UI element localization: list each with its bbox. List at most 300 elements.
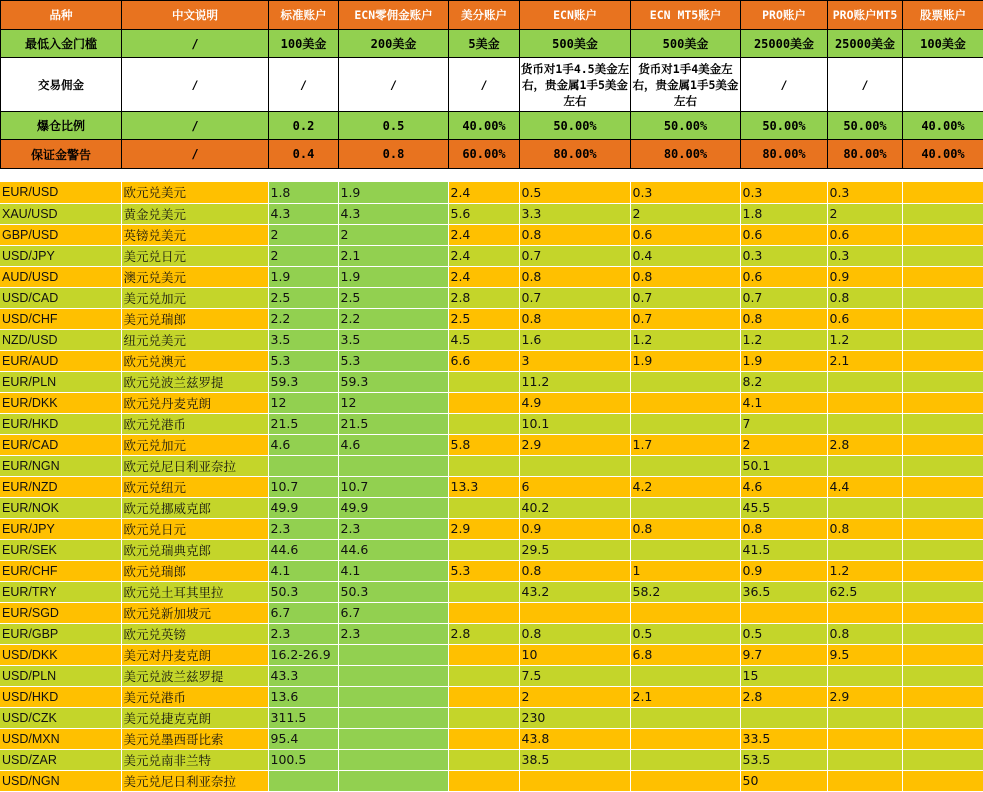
spread-cell: 0.5 (630, 623, 740, 644)
spread-cell (448, 686, 519, 707)
spread-cell (827, 728, 902, 749)
description-cell: 美元兑捷克克朗 (121, 707, 268, 728)
header-cell: PRO账户MT5 (828, 1, 903, 30)
table-row (0, 245, 983, 266)
margin-call-cell: 40.00% (903, 140, 983, 169)
spread-cell: 1.7 (630, 434, 740, 455)
header-row (1, 1, 983, 30)
spread-cell: 8.2 (740, 371, 827, 392)
header-cell: 美分账户 (449, 1, 520, 30)
min-deposit-cell: 25000美金 (828, 30, 903, 58)
spread-cell (448, 497, 519, 518)
table-row (0, 686, 983, 707)
spread-cell: 0.5 (519, 182, 630, 203)
spread-cell: 44.6 (268, 539, 338, 560)
stop-out-row (1, 112, 983, 140)
spread-cell: 1.2 (740, 329, 827, 350)
table-row (0, 665, 983, 686)
stop-out-cell: 50.00% (741, 112, 828, 140)
spread-cell: 0.3 (827, 182, 902, 203)
spread-cell: 4.9 (519, 392, 630, 413)
spread-cell: 2.8 (448, 623, 519, 644)
spread-cell: 50.3 (338, 581, 448, 602)
description-cell: 美元兑日元 (121, 245, 268, 266)
spread-cell (519, 455, 630, 476)
spread-cell (902, 308, 983, 329)
spread-cell (902, 581, 983, 602)
spread-cell (448, 749, 519, 770)
spread-cell: 1.9 (338, 266, 448, 287)
spread-cell: 0.8 (740, 518, 827, 539)
spread-cell: 2 (740, 434, 827, 455)
description-cell: 欧元兑日元 (121, 518, 268, 539)
spread-cell: 4.4 (827, 476, 902, 497)
commission-cell: / (339, 58, 449, 112)
table-row (0, 287, 983, 308)
table-row (0, 350, 983, 371)
spread-cell: 3 (519, 350, 630, 371)
spread-cell: 44.6 (338, 539, 448, 560)
description-cell: 欧元兑英镑 (121, 623, 268, 644)
symbol-cell: USD/CHF (0, 308, 121, 329)
spread-cell: 0.3 (740, 182, 827, 203)
spread-cell (630, 455, 740, 476)
spread-cell (827, 749, 902, 770)
spread-cell (902, 770, 983, 791)
header-cell: 标准账户 (269, 1, 339, 30)
spread-cell: 0.8 (740, 308, 827, 329)
margin-call-cell: 80.00% (741, 140, 828, 169)
spread-cell: 1.9 (338, 182, 448, 203)
spread-cell: 1.9 (268, 266, 338, 287)
spread-cell (827, 602, 902, 623)
spread-cell (630, 728, 740, 749)
description-cell: 美元对丹麦克朗 (121, 644, 268, 665)
description-cell: 欧元兑新加坡元 (121, 602, 268, 623)
header-cell: PRO账户 (741, 1, 828, 30)
spread-cell: 0.7 (519, 245, 630, 266)
table-row (0, 413, 983, 434)
spread-cell: 0.7 (740, 287, 827, 308)
spread-cell (338, 749, 448, 770)
spread-cell: 0.8 (827, 287, 902, 308)
spread-cell: 2.9 (827, 686, 902, 707)
spread-cell: 59.3 (338, 371, 448, 392)
spread-cell: 0.3 (827, 245, 902, 266)
symbol-cell: AUD/USD (0, 266, 121, 287)
symbol-cell: XAU/USD (0, 203, 121, 224)
spread-cell: 2.3 (268, 518, 338, 539)
spread-cell (902, 665, 983, 686)
spread-cell: 7.5 (519, 665, 630, 686)
spread-cell (448, 539, 519, 560)
spread-cell: 43.8 (519, 728, 630, 749)
spread-cell: 0.8 (827, 518, 902, 539)
spread-cell: 2 (268, 224, 338, 245)
description-cell: 美元兑南非兰特 (121, 749, 268, 770)
spread-cell: 2.3 (338, 623, 448, 644)
commission-cell: 货币对1手4美金左右，贵金属1手5美金左右 (631, 58, 741, 112)
spread-cell (827, 497, 902, 518)
description-cell: 欧元兑美元 (121, 182, 268, 203)
table-row (0, 623, 983, 644)
spread-cell: 4.6 (740, 476, 827, 497)
spread-cell (268, 770, 338, 791)
min-deposit-cell: 500美金 (520, 30, 631, 58)
description-cell: 欧元兑港币 (121, 413, 268, 434)
stop-out-cell: 50.00% (631, 112, 741, 140)
spread-cell (630, 371, 740, 392)
spread-cell: 2 (827, 203, 902, 224)
spread-cell: 100.5 (268, 749, 338, 770)
description-cell: 美元兑瑞郎 (121, 308, 268, 329)
spread-cell: 10 (519, 644, 630, 665)
spread-cell: 21.5 (338, 413, 448, 434)
spread-cell (448, 728, 519, 749)
spread-cell: 1.9 (740, 350, 827, 371)
spread-cell: 59.3 (268, 371, 338, 392)
spread-cell (338, 665, 448, 686)
symbol-cell: USD/CZK (0, 707, 121, 728)
spread-cell (630, 749, 740, 770)
spread-cell: 5.3 (448, 560, 519, 581)
table-row (0, 476, 983, 497)
spread-cell: 13.6 (268, 686, 338, 707)
spread-cell: 10.1 (519, 413, 630, 434)
symbol-cell: USD/PLN (0, 665, 121, 686)
description-cell: 黄金兑美元 (121, 203, 268, 224)
spread-cell: 0.3 (630, 182, 740, 203)
spread-cell (902, 434, 983, 455)
spread-cell (902, 182, 983, 203)
spread-cell: 15 (740, 665, 827, 686)
table-row (0, 539, 983, 560)
header-cell: 品种 (1, 1, 122, 30)
description-cell: 美元兑墨西哥比索 (121, 728, 268, 749)
spread-cell (630, 413, 740, 434)
table-row (0, 371, 983, 392)
spread-cell: 0.8 (827, 623, 902, 644)
margin-call-cell: 80.00% (631, 140, 741, 169)
symbol-cell: EUR/CAD (0, 434, 121, 455)
commission-row (1, 58, 983, 112)
spread-cell (902, 203, 983, 224)
spread-cell: 2.4 (448, 245, 519, 266)
spread-cell: 53.5 (740, 749, 827, 770)
spread-cell (630, 392, 740, 413)
spread-cell: 5.8 (448, 434, 519, 455)
description-cell: 美元兑港币 (121, 686, 268, 707)
stop-out-cell: 40.00% (449, 112, 520, 140)
spread-cell: 4.6 (268, 434, 338, 455)
margin-call-cell: 0.8 (339, 140, 449, 169)
spread-cell: 4.3 (268, 203, 338, 224)
spread-cell: 9.5 (827, 644, 902, 665)
symbol-cell: NZD/USD (0, 329, 121, 350)
spread-cell: 0.6 (827, 308, 902, 329)
spread-cell: 4.1 (338, 560, 448, 581)
spread-cell (902, 224, 983, 245)
spread-cell (519, 602, 630, 623)
spread-cell (338, 644, 448, 665)
spread-cell (902, 539, 983, 560)
stop-out-cell: / (122, 112, 269, 140)
symbol-cell: EUR/PLN (0, 371, 121, 392)
spread-cell: 4.1 (268, 560, 338, 581)
spread-cell (902, 560, 983, 581)
description-cell: 欧元兑瑞典克郎 (121, 539, 268, 560)
symbol-cell: EUR/NGN (0, 455, 121, 476)
spread-cell: 10.7 (268, 476, 338, 497)
symbol-cell: EUR/TRY (0, 581, 121, 602)
spread-cell: 95.4 (268, 728, 338, 749)
spread-cell (902, 602, 983, 623)
commission-cell: / (122, 58, 269, 112)
header-cell: ECN MT5账户 (631, 1, 741, 30)
commission-cell: / (269, 58, 339, 112)
commission-cell: / (449, 58, 520, 112)
spread-cell (902, 707, 983, 728)
spread-cell: 0.6 (827, 224, 902, 245)
spread-cell: 2.3 (268, 623, 338, 644)
spread-cell: 12 (268, 392, 338, 413)
spread-cell: 2.3 (338, 518, 448, 539)
table-row (0, 644, 983, 665)
description-cell: 美元兑波兰兹罗提 (121, 665, 268, 686)
min-deposit-cell: 100美金 (903, 30, 983, 58)
description-cell: 欧元兑纽元 (121, 476, 268, 497)
description-cell: 欧元兑土耳其里拉 (121, 581, 268, 602)
stop-out-cell: 50.00% (828, 112, 903, 140)
spread-cell (902, 623, 983, 644)
spread-cell: 2.4 (448, 224, 519, 245)
header-cell: 中文说明 (122, 1, 269, 30)
margin-call-cell: 80.00% (828, 140, 903, 169)
margin-call-cell: / (122, 140, 269, 169)
spread-cell (448, 455, 519, 476)
spread-cell (902, 686, 983, 707)
min-deposit-cell: 500美金 (631, 30, 741, 58)
table-row (0, 707, 983, 728)
spread-cell: 10.7 (338, 476, 448, 497)
spread-cell: 33.5 (740, 728, 827, 749)
spread-cell (630, 602, 740, 623)
description-cell: 欧元兑波兰兹罗提 (121, 371, 268, 392)
spread-cell: 2 (630, 203, 740, 224)
row-label: 最低入金门槛 (1, 30, 122, 58)
spread-cell (268, 455, 338, 476)
spread-cell: 0.7 (519, 287, 630, 308)
table-row (0, 497, 983, 518)
spread-cell: 5.6 (448, 203, 519, 224)
commission-cell: / (828, 58, 903, 112)
description-cell: 美元兑尼日利亚奈拉 (121, 770, 268, 791)
margin-call-cell: 80.00% (520, 140, 631, 169)
table-row (0, 602, 983, 623)
symbol-cell: EUR/USD (0, 182, 121, 203)
spread-cell: 0.4 (630, 245, 740, 266)
spread-cell: 0.9 (827, 266, 902, 287)
stop-out-cell: 50.00% (520, 112, 631, 140)
spread-cell: 0.9 (740, 560, 827, 581)
spread-cell: 0.6 (740, 266, 827, 287)
description-cell: 澳元兑美元 (121, 266, 268, 287)
margin-call-cell: 0.4 (269, 140, 339, 169)
row-label: 保证金警告 (1, 140, 122, 169)
spread-cell: 0.8 (519, 266, 630, 287)
symbol-cell: EUR/NOK (0, 497, 121, 518)
spread-cell: 9.7 (740, 644, 827, 665)
spread-cell: 13.3 (448, 476, 519, 497)
margin-call-cell: 60.00% (449, 140, 520, 169)
symbol-cell: EUR/SEK (0, 539, 121, 560)
spread-cell: 41.5 (740, 539, 827, 560)
spread-cell: 0.8 (519, 224, 630, 245)
spread-cell: 58.2 (630, 581, 740, 602)
table-row (0, 455, 983, 476)
spread-cell: 2 (338, 224, 448, 245)
spread-cell: 2.2 (268, 308, 338, 329)
symbol-cell: EUR/CHF (0, 560, 121, 581)
spread-cell: 5.3 (268, 350, 338, 371)
spread-cell (338, 770, 448, 791)
spread-cell (827, 455, 902, 476)
spread-cell (448, 392, 519, 413)
min-deposit-cell: 100美金 (269, 30, 339, 58)
symbol-cell: USD/CAD (0, 287, 121, 308)
spread-cell: 4.5 (448, 329, 519, 350)
spread-cell: 3.3 (519, 203, 630, 224)
description-cell: 欧元兑挪威克郎 (121, 497, 268, 518)
spread-cell: 16.2-26.9 (268, 644, 338, 665)
spread-cell (902, 371, 983, 392)
symbol-cell: EUR/JPY (0, 518, 121, 539)
spread-cell (630, 497, 740, 518)
header-cell: 股票账户 (903, 1, 983, 30)
spread-cell: 0.7 (630, 287, 740, 308)
spread-cell (902, 266, 983, 287)
spread-cell: 1.2 (827, 560, 902, 581)
spread-cell: 1.2 (827, 329, 902, 350)
table-row (0, 560, 983, 581)
spread-cell: 2.1 (630, 686, 740, 707)
spread-cell: 0.8 (630, 518, 740, 539)
spread-cell (827, 665, 902, 686)
spread-cell: 6.8 (630, 644, 740, 665)
table-row (0, 749, 983, 770)
description-cell: 纽元兑美元 (121, 329, 268, 350)
spread-cell: 45.5 (740, 497, 827, 518)
commission-cell: / (741, 58, 828, 112)
spread-cell: 5.3 (338, 350, 448, 371)
spread-cell (630, 539, 740, 560)
spread-cell: 0.8 (519, 560, 630, 581)
spread-cell (902, 413, 983, 434)
spread-cell: 50 (740, 770, 827, 791)
description-cell: 欧元兑加元 (121, 434, 268, 455)
spread-cell: 50.3 (268, 581, 338, 602)
account-summary-table (0, 0, 983, 169)
spread-cell: 36.5 (740, 581, 827, 602)
spread-table (0, 182, 983, 792)
symbol-cell: USD/DKK (0, 644, 121, 665)
spread-cell (448, 665, 519, 686)
spread-cell: 11.2 (519, 371, 630, 392)
spread-cell: 21.5 (268, 413, 338, 434)
min-deposit-cell: 5美金 (449, 30, 520, 58)
symbol-cell: USD/MXN (0, 728, 121, 749)
spread-cell: 7 (740, 413, 827, 434)
min-deposit-cell: 25000美金 (741, 30, 828, 58)
spread-cell: 0.9 (519, 518, 630, 539)
symbol-cell: EUR/HKD (0, 413, 121, 434)
stop-out-cell: 0.5 (339, 112, 449, 140)
description-cell: 美元兑加元 (121, 287, 268, 308)
spread-cell (448, 371, 519, 392)
spread-cell: 1.2 (630, 329, 740, 350)
spread-cell (338, 728, 448, 749)
spread-cell (630, 665, 740, 686)
spread-cell (740, 602, 827, 623)
symbol-cell: EUR/AUD (0, 350, 121, 371)
table-row (0, 770, 983, 791)
spread-cell: 0.8 (519, 623, 630, 644)
spread-cell: 4.6 (338, 434, 448, 455)
table-row (0, 434, 983, 455)
symbol-cell: USD/NGN (0, 770, 121, 791)
header-cell: ECN零佣金账户 (339, 1, 449, 30)
commission-cell: 货币对1手4.5美金左右，贵金属1手5美金左右 (520, 58, 631, 112)
spread-cell: 1.6 (519, 329, 630, 350)
spread-cell: 3.5 (268, 329, 338, 350)
spread-cell (827, 371, 902, 392)
spread-cell (902, 476, 983, 497)
spread-cell: 2.5 (268, 287, 338, 308)
spread-cell: 2.8 (827, 434, 902, 455)
spread-cell: 43.2 (519, 581, 630, 602)
spread-cell: 62.5 (827, 581, 902, 602)
spread-cell (519, 770, 630, 791)
min-deposit-row (1, 30, 983, 58)
spread-cell: 2.1 (338, 245, 448, 266)
spread-cell (448, 602, 519, 623)
spread-cell (827, 413, 902, 434)
description-cell: 欧元兑尼日利亚奈拉 (121, 455, 268, 476)
spread-cell (630, 770, 740, 791)
symbol-cell: USD/ZAR (0, 749, 121, 770)
spread-cell (902, 644, 983, 665)
spread-cell: 6.7 (338, 602, 448, 623)
spread-cell: 0.7 (630, 308, 740, 329)
spread-cell: 0.6 (740, 224, 827, 245)
spread-cell: 1.9 (630, 350, 740, 371)
spread-cell: 29.5 (519, 539, 630, 560)
symbol-cell: EUR/GBP (0, 623, 121, 644)
description-cell: 欧元兑瑞郎 (121, 560, 268, 581)
min-deposit-cell: 200美金 (339, 30, 449, 58)
spread-cell: 6.7 (268, 602, 338, 623)
row-label: 爆仓比例 (1, 112, 122, 140)
spread-cell: 2.4 (448, 266, 519, 287)
spread-cell (902, 455, 983, 476)
row-label: 交易佣金 (1, 58, 122, 112)
spread-cell: 49.9 (338, 497, 448, 518)
spread-cell (902, 392, 983, 413)
spread-cell (448, 770, 519, 791)
spread-cell: 2.1 (827, 350, 902, 371)
spread-cell (827, 539, 902, 560)
header-cell: ECN账户 (520, 1, 631, 30)
